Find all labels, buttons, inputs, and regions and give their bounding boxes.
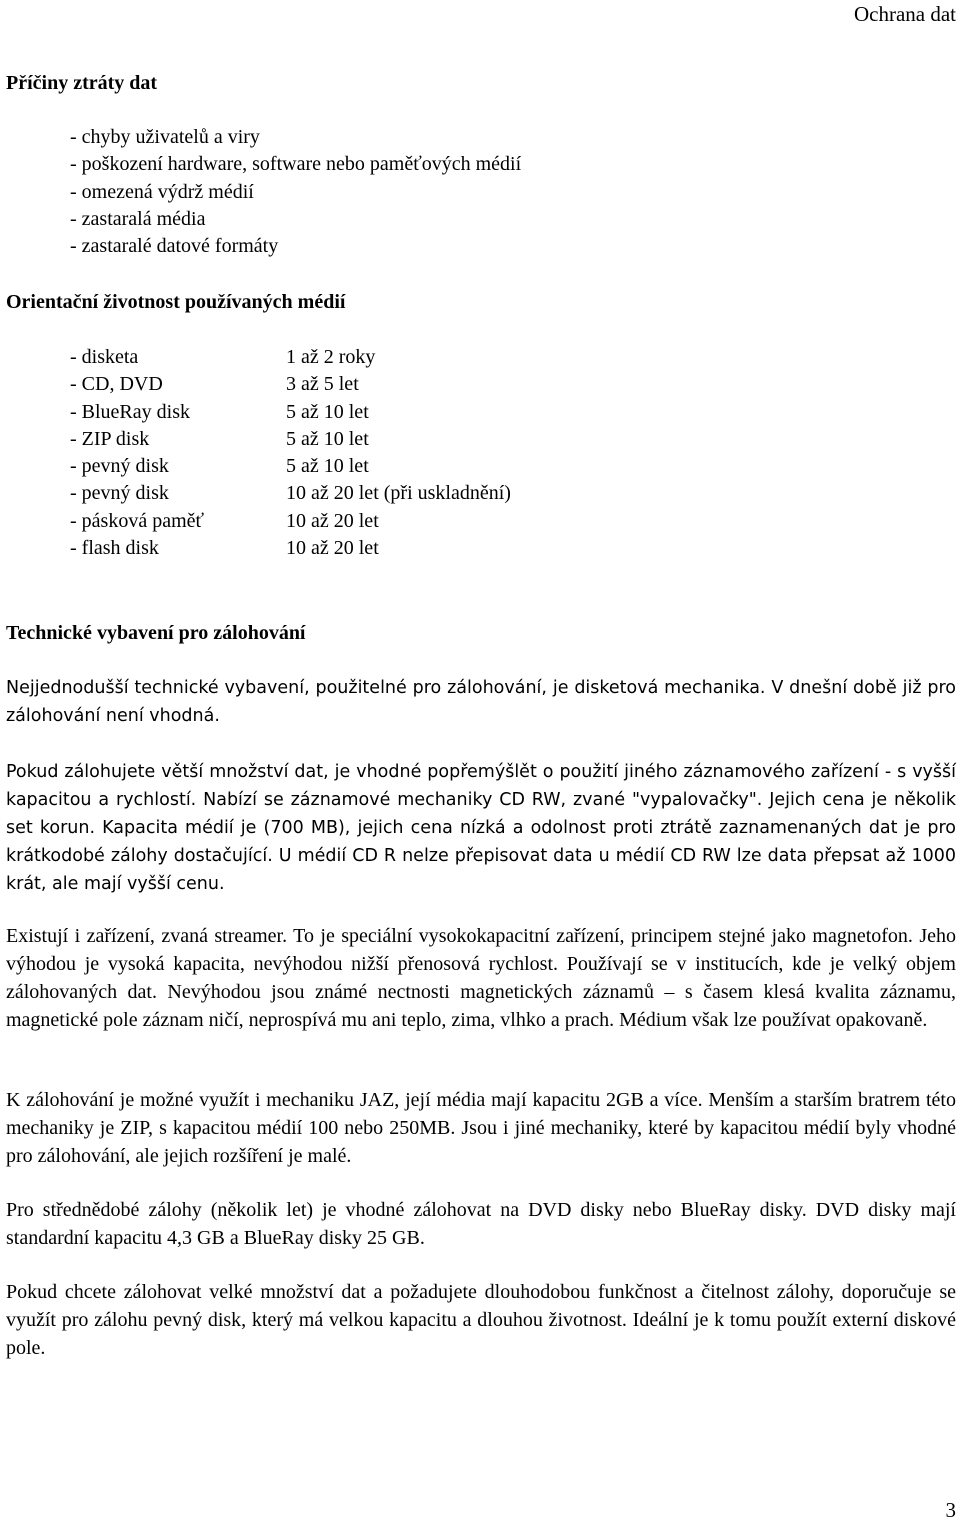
media-lifespan: 5 až 10 let bbox=[286, 455, 369, 478]
list-item: - zastaralá média bbox=[70, 207, 206, 230]
table-row bbox=[70, 399, 511, 426]
paragraph-streamer: Existují i zařízení, zvaná streamer. To je speciální vysokokapacitní zařízení, principem stejné jako magnetofon. Jeho výhodou je vysoká kapacita, nevýhodou nižší přenosová rychlost. Používají se v institucích, kde je velký objem zálohovaných dat. Nevýhodou jsou známé nectnosti magnetických záznamů – s časem klesá kvalita záznamu, magnetické pole záznam ničí, neprospívá mu ani teplo, zima, vlhko a prach. Médium však lze používat opakovaně. bbox=[6, 925, 956, 1031]
media-name: - flash disk bbox=[70, 537, 159, 560]
list-item: - zastaralé datové formáty bbox=[70, 235, 279, 258]
paragraph-floppy: Nejjednodušší technické vybavení, použitelné pro zálohování, je disketová mechanika. V dnešní době již pro zálohování není vhodná. bbox=[6, 678, 956, 726]
media-lifespan: 5 až 10 let bbox=[286, 400, 369, 423]
table-row bbox=[70, 426, 511, 453]
heading-backup-equipment: Technické vybavení pro zálohování bbox=[6, 622, 306, 644]
media-name: - pásková paměť bbox=[70, 509, 205, 532]
media-name: - disketa bbox=[70, 346, 139, 368]
media-lifespan-table bbox=[70, 344, 511, 562]
media-name: - pevný disk bbox=[70, 482, 169, 505]
paragraph-dvd-blueray: Pro střednědobé zálohy (několik let) je vhodné zálohovat na DVD disky nebo BlueRay disky. DVD disky mají standardní kapacitu 4,3 GB a BlueRay disky 25 GB. bbox=[6, 1199, 956, 1249]
paragraph-jaz-zip: K zálohování je možné využít i mechaniku JAZ, její média mají kapacitu 2GB a více. Menším a starším bratrem této mechaniky je ZIP, s kapacitou médií 100 nebo 250MB. Jsou i jiné mechaniky, které by kapacitou médií byly vhodné pro zálohování, ale jejich rozšíření je malé. bbox=[6, 1089, 956, 1167]
list-item: - omezená výdrž médií bbox=[70, 180, 254, 203]
table-row bbox=[70, 344, 511, 371]
table-row bbox=[70, 371, 511, 398]
media-lifespan: 1 až 2 roky bbox=[286, 346, 376, 368]
media-lifespan: 10 až 20 let bbox=[286, 537, 379, 560]
media-name: - BlueRay disk bbox=[70, 400, 190, 423]
heading-data-loss-causes: Příčiny ztráty dat bbox=[6, 72, 158, 94]
media-lifespan: 10 až 20 let (při uskladnění) bbox=[286, 482, 511, 505]
media-lifespan: 5 až 10 let bbox=[286, 427, 369, 450]
media-name: - CD, DVD bbox=[70, 373, 163, 396]
media-name: - ZIP disk bbox=[70, 427, 150, 450]
media-name: - pevný disk bbox=[70, 455, 169, 478]
page-header-title: Ochrana dat bbox=[853, 2, 956, 26]
paragraph-hard-disk: Pokud chcete zálohovat velké množství dat a požadujete dlouhodobou funkčnost a čitelnost zálohy, doporučuje se využít pro zálohu pevný disk, který má velkou kapacitu a dlouhou životnost. Ideální je k tomu použít externí diskové pole. bbox=[6, 1281, 956, 1359]
table-row bbox=[70, 480, 511, 507]
list-item: - chyby uživatelů a viry bbox=[70, 126, 260, 148]
media-lifespan: 3 až 5 let bbox=[286, 373, 359, 396]
table-row bbox=[70, 508, 511, 535]
table-row bbox=[70, 453, 511, 480]
page-number: 3 bbox=[945, 1498, 956, 1522]
media-lifespan: 10 až 20 let bbox=[286, 509, 379, 532]
table-row bbox=[70, 535, 511, 562]
list-item: - poškození hardware, software nebo paměťových médií bbox=[70, 153, 522, 176]
paragraph-cd-rw: Pokud zálohujete větší množství dat, je vhodné popřemýšlět o použití jiného záznamového zařízení - s vyšší kapacitou a rychlostí. Nabízí se záznamové mechaniky CD RW, zvané "vypalovačky". Jejich cena je několik set korun. Kapacita médií je (700 MB), jejich cena nízká a odolnost proti ztrátě zaznamenaných dat je pro krátkodobé zálohy dostačující. U médií CD R nelze přepisovat data u médií CD RW lze data přepsat až 1000 krát, ale mají vyšší cenu. bbox=[6, 762, 956, 894]
data-loss-causes-list bbox=[70, 124, 521, 260]
heading-media-lifespan: Orientační životnost používaných médií bbox=[6, 291, 346, 313]
